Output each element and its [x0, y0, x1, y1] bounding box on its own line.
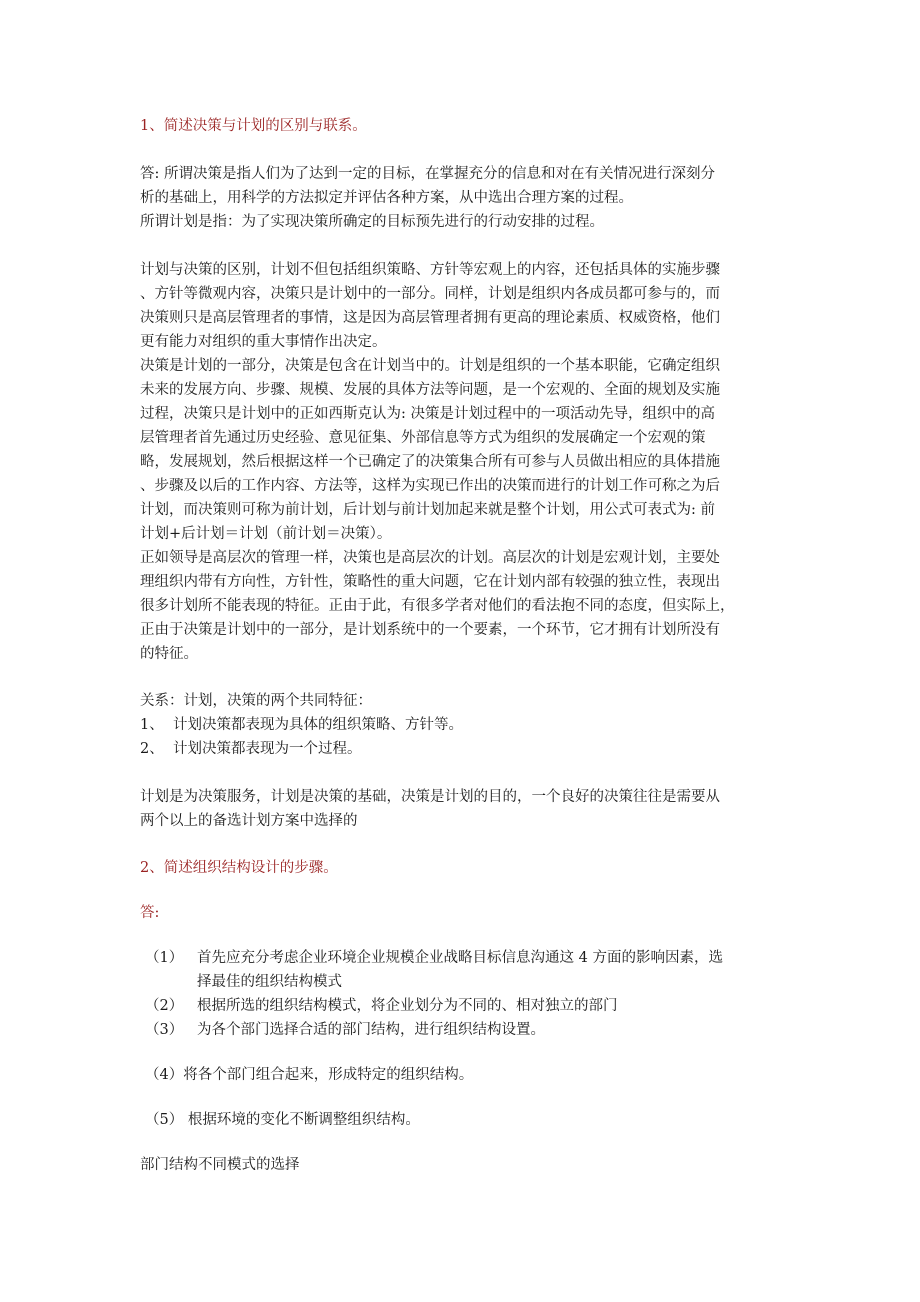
text-line: 决策是计划的一部分，决策是包含在计划当中的。计划是组织的一个基本职能，它确定组织	[140, 358, 720, 374]
text-line: 过程，决策只是计划中的正如西斯克认为: 决策是计划过程中的一项活动先导，组织中的高	[140, 406, 715, 422]
text-line: 决策则只是高层管理者的事情，这是因为高层管理者拥有更高的理论素质、权威资格，他们	[140, 310, 720, 326]
text-line: 未来的发展方向、步骤、规模、发展的具体方法等问题，是一个宏观的、全面的规划及实施	[140, 382, 720, 398]
text-line: 更有能力对组织的重大事情作出决定。	[140, 334, 387, 350]
text-line: 、步骤及以后的工作内容、方法等，这样为实现已作出的决策而进行的计划工作可称之为后	[140, 478, 720, 494]
q1-answer-paragraph	[140, 162, 785, 234]
text-line: 计划是为决策服务，计划是决策的基础，决策是计划的目的，一个良好的决策往往是需要从	[140, 789, 720, 805]
step-text	[197, 1018, 795, 1042]
relation-heading: 关系：计划，决策的两个共同特征：	[140, 693, 372, 709]
q1-difference-paragraph	[140, 258, 785, 666]
text-line: 计划与决策的区别，计划不但包括组织策略、方针等宏观上的内容，还包括具体的实施步骤	[140, 262, 720, 278]
text-line: 略，发展规划，然后根据这样一个已确定了的决策集合所有可参与人员做出相应的具体措施	[140, 454, 720, 470]
question-1-title: 1、简述决策与计划的区别与联系。	[140, 118, 367, 134]
text-line: 所谓计划是指：为了实现决策所确定的目标预先进行的行动安排的过程。	[140, 214, 604, 230]
text-line: 析的基础上，用科学的方法拟定并评估各种方案，从中选出合理方案的过程。	[140, 190, 633, 206]
q2-answer-label: 答:	[140, 905, 160, 921]
step-5: （5） 根据环境的变化不断调整组织结构。	[145, 1112, 420, 1128]
footer-heading: 部门结构不同模式的选择	[140, 1157, 300, 1173]
step-text	[197, 946, 795, 994]
text-line: 答: 所谓决策是指人们为了达到一定的目标，在掌握充分的信息和对在有关情况进行深刻分	[140, 166, 715, 182]
text-line: 层管理者首先通过历史经验、意见征集、外部信息等方式为组织的发展确定一个宏观的策	[140, 430, 706, 446]
question-2-title: 2、简述组织结构设计的步骤。	[140, 860, 338, 876]
text-line: 、方针等微观内容，决策只是计划中的一部分。同样，计划是组织内各成员都可参与的，而	[140, 286, 720, 302]
item-number: 1、	[140, 717, 164, 733]
text-line: 择最佳的组织结构模式	[197, 974, 342, 990]
text-line: 根据所选的组织结构模式，将企业划分为不同的、相对独立的部门	[197, 998, 618, 1014]
step-4: （4）将各个部门组合起来，形成特定的组织结构。	[145, 1067, 474, 1083]
step-text	[197, 994, 795, 1018]
text-line: 理组织内带有方向性，方针性，策略性的重大问题，它在计划内部有较强的独立性，表现出	[140, 574, 720, 590]
q1-summary-paragraph	[140, 785, 785, 833]
item-text: 计划决策都表现为具体的组织策略、方针等。	[173, 717, 463, 733]
text-line: 首先应充分考虑企业环境企业规模企业战略目标信息沟通这 4 方面的影响因素，选	[197, 950, 723, 966]
text-line: 计划+后计划＝计划（前计划＝决策）。	[140, 526, 392, 542]
item-number: 2、	[140, 741, 164, 757]
text-line: 正由于决策是计划中的一部分，是计划系统中的一个要素，一个环节，它才拥有计划所没有	[140, 622, 720, 638]
text-line: 为各个部门选择合适的部门结构，进行组织结构设置。	[197, 1022, 545, 1038]
text-line: 计划，而决策则可称为前计划，后计划与前计划加起来就是整个计划，用公式可表式为: 前	[140, 502, 715, 518]
text-line: 正如领导是高层次的管理一样，决策也是高层次的计划。高层次的计划是宏观计划，主要处	[140, 550, 720, 566]
text-line: 很多计划所不能表现的特征。正由于此，有很多学者对他们的看法抱不同的态度，但实际上，	[140, 598, 735, 614]
step-number: （2）	[145, 998, 184, 1014]
step-number: （1）	[145, 950, 184, 966]
item-text: 计划决策都表现为一个过程。	[173, 741, 362, 757]
step-number: （3）	[145, 1022, 184, 1038]
text-line: 两个以上的备选计划方案中选择的	[140, 813, 358, 829]
text-line: 的特征。	[140, 646, 198, 662]
